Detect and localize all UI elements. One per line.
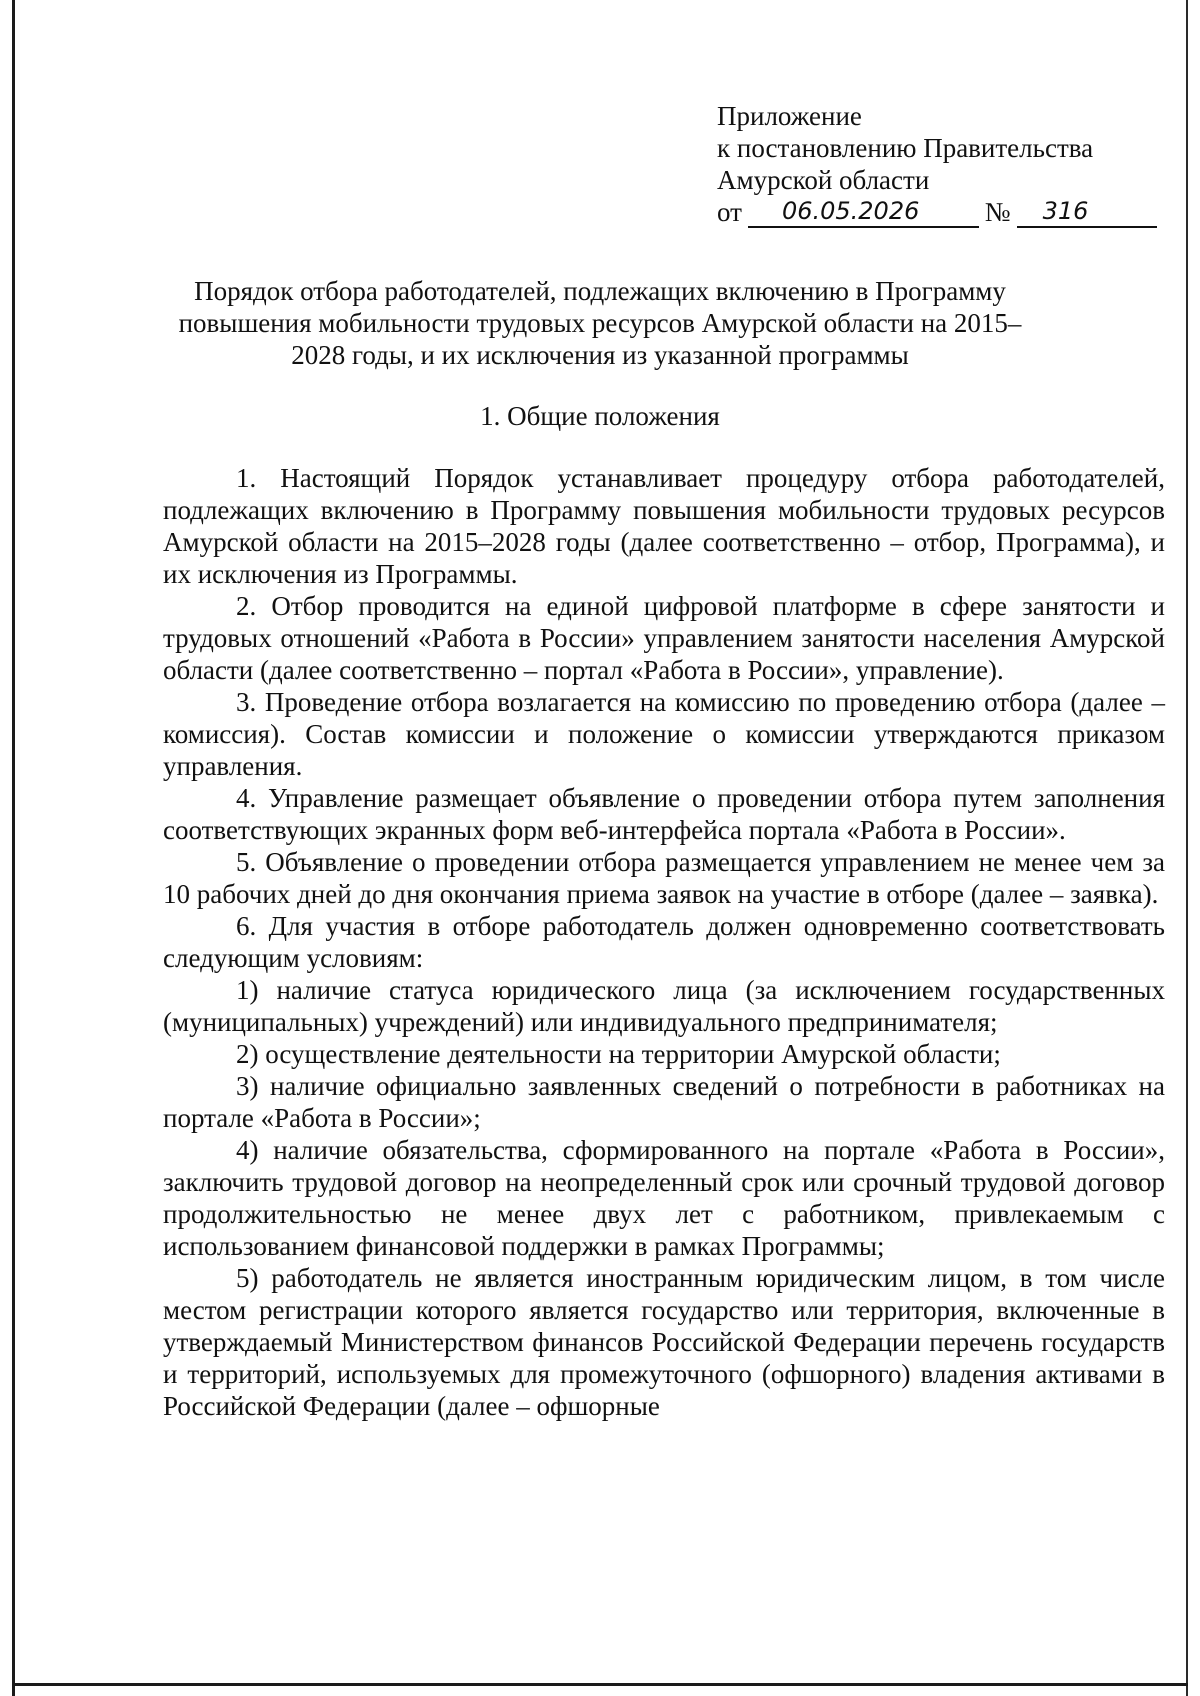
paragraph-5: 5. Объявление о проведении отбора размещается управлением не менее чем за 10 рабочих дней до дня окончания приема заявок на участие в отборе (далее – заявка). (163, 847, 1165, 909)
number-label: № (984, 197, 1011, 227)
condition-1: 1) наличие статуса юридического лица (за исключением государственных (муниципальных) учреждений) или индивидуального предпринимателя; (163, 975, 1165, 1037)
paragraph-4: 4. Управление размещает объявление о проведении отбора путем заполнения соответствующих экранных форм веб-интерфейса портала «Работа в России». (163, 783, 1165, 845)
handwritten-number: 316 (1017, 196, 1157, 228)
page-left-edge (12, 0, 15, 1696)
document-body (163, 462, 1165, 1422)
paragraph-1: 1. Настоящий Порядок устанавливает процедуру отбора работодателей, подлежащих включению в Программу повышения мобильности трудовых ресурсов Амурской области на 2015–2028 годы (далее соответственно – отбор, Программа), и их исключения из Программы. (163, 463, 1165, 589)
page-bottom-edge (12, 1683, 1188, 1686)
paragraph-2: 2. Отбор проводится на единой цифровой платформе в сфере занятости и трудовых отношений «Работа в России» управлением занятости населения Амурской области (далее соответственно – портал «Работа в России», управление). (163, 591, 1165, 685)
handwritten-date: 06.05.2026 (748, 196, 979, 228)
attachment-resolution-line: к постановлению Правительства (717, 133, 1094, 163)
attachment-label: Приложение (717, 101, 862, 131)
attachment-date-number-line (717, 196, 1157, 228)
attachment-region-line: Амурской области (717, 165, 930, 195)
condition-2: 2) осуществление деятельности на территории Амурской области; (236, 1039, 1001, 1069)
attachment-block (717, 100, 1157, 228)
document-title: Порядок отбора работодателей, подлежащих включению в Программу повышения мобильности трудовых ресурсов Амурской области на 2015–2028 годы, и их исключения из указанной программы (178, 276, 1022, 370)
paragraph-3: 3. Проведение отбора возлагается на комиссию по проведению отбора (далее – комиссия). Состав комиссии и положение о комиссии утверждаются приказом управления. (163, 687, 1165, 781)
condition-4: 4) наличие обязательства, сформированного на портале «Работа в России», заключить трудовой договор на неопределенный срок или срочный трудовой договор продолжительностью не менее двух лет с работником, привлекаемым с использованием финансовой поддержки в рамках Программы; (163, 1135, 1165, 1261)
date-prefix: от (717, 197, 742, 227)
page-right-edge (1186, 0, 1188, 1696)
condition-3: 3) наличие официально заявленных сведений о потребности в работниках на портале «Работа в России»; (163, 1071, 1165, 1133)
section-heading: 1. Общие положения (480, 401, 720, 431)
paragraph-6: 6. Для участия в отборе работодатель должен одновременно соответствовать следующим условиям: (163, 911, 1165, 973)
condition-5: 5) работодатель не является иностранным юридическим лицом, в том числе местом регистрации которого является государство или территория, включенные в утверждаемый Министерством финансов Российской Федерации перечень государств и территорий, используемых для промежуточного (офшорного) владения активами в Российской Федерации (далее – офшорные (163, 1263, 1165, 1421)
